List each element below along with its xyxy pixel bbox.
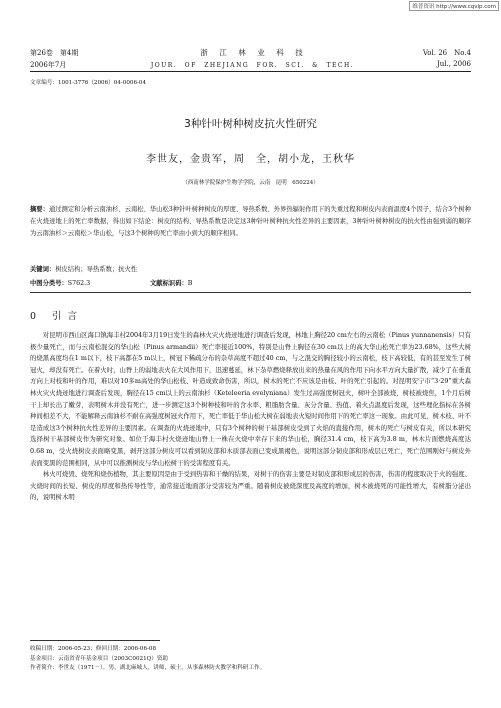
body-paragraph-2: 林火可烧毁、烧死和烧伤植物，其主要原因是由于受到热害和干燥的结果，对树干的伤害主要是对韧皮部和形成层的伤害，伤害的程度取决于火的强度、火烧时间的长短、树皮的厚度和热传导性等，通常接近地面部分受害较为严重。随着树皮被烧深度及高度的增加，树木被烧死的可能性增大，有树脂分泌出的，说明树木明 (30, 470, 471, 502)
keywords (30, 264, 137, 273)
footnote-author: 作者简介：李世友（1971－），男，湖北麻城人，讲师，硕士，从事森林防火教学和科研工作。 (30, 665, 266, 671)
footnote-fund: 基金项目：云南省青年基金项目（2003C0021Q）资助 (30, 655, 169, 662)
clc-value: S762.3 (67, 280, 91, 287)
header-date-en: Jul., 2006 (436, 60, 471, 68)
header-journal-cn: 浙 江 林 业 科 技 (200, 48, 305, 57)
doc-code-label: 文献标识码： (150, 280, 188, 287)
keywords-label: 关键词： (30, 266, 56, 273)
header-rule (30, 71, 471, 72)
paper-title: 3种针叶树种树皮抗火性研究 (184, 118, 317, 130)
document-code (150, 278, 192, 287)
footnote-rule (30, 640, 160, 641)
abstract-label: 摘要： (30, 206, 49, 213)
abstract-rule (30, 292, 471, 293)
article-id: 文章编号：1001-3776（2006）04-0006-04 (30, 80, 147, 86)
section-heading (30, 308, 83, 322)
classification (30, 278, 90, 287)
body-paragraph-1: 对昆明市西山区海口镇海丰村2004年3月19日发生的森林火灾火烧迹地进行调查后发现，林地上胸径20 cm左右的云南松（Pinus yunnanensis）只有极少量死亡，而与云南松混交的华山松（Pinus armandii）死亡率接近100%，特别是山脊上胸径在30 cm以上的高大华山松死亡率为23.68%，这些大树的烧黑高度均在1 m以下，枝下高都在5 m以上，树冠下稀疏分布的杂草高度不超过40 cm，与之混交的胸径较小的云南松，枝下高较低，有的甚至发生了树冠火，却没有死亡。在着火时，山脊上的弱地表火在大风作用下，迅速蔓延，林下杂草燃烧释放出来的热量在风的作用下向水平方向大量扩散，减少了在垂直方向上对枝和叶的作用，难以对10多m高处的华山松枝、叶造成致命伤害，所以，树木的死亡不应该是由枝、叶的死亡引起的。对昆明安宁市“3·29”重大森林火灾火烧迹地进行调查后发现，胸径在15 cm以上的云南油杉（Keteleeria evelyniana）发生过高强度树冠火，树叶全部被烧，树枝被烧焦，1个月后树干上却长出了嫩芽，表明树木并没有死亡，进一步测定这3个树种枝和叶的含水率、粗脂肪含量、灰分含量、热值、着火点温度后发现，这些理化指标在各树种间相差不大，不能解释云南油杉不耐在高强度树冠火作用下，死亡率低于华山松大树在弱地表火短时间作用下的死亡率这一现象。由此可见，树木枝、叶不是造成这3个树种抗火性差异的主要因素。在调查的火烧迹地中，只有3个树种的树干基部树皮受到了火焰的直接作用，树木的死亡与树皮有关，所以本研究选择树干基部树皮作为研究对象。如位于海丰村火烧迹地山脊上一株在火烧中幸存下来的华山松，胸径31.4 cm，枝下高为3.8 m，林木片面燃烧高度达0.68 m，受火烧树皮表面略变黑，剥开这部分树皮可以看到韧皮部和木质部表面已变成黑褐色，说明这部分韧皮部和形成层已死亡，死亡范围刚好与树皮外表面变黑的范围相同，从中可以推测树皮与华山松树干的受害程度有关。 (30, 331, 471, 467)
author-list: 李世友，金贵军，周 全，胡小龙，王秋华 (146, 154, 355, 165)
section-number: 0 (30, 311, 43, 322)
footnote-received: 收稿日期：2006-05-23；修回日期：2006-06-08 (30, 646, 157, 652)
keywords-text: 树皮结构；导热系数；抗火性 (55, 266, 138, 273)
header-date-cn: 2006年7月 (30, 61, 67, 69)
abstract-text: 通过测定和分析云南油杉、云南松、华山松3种针叶树种树皮的厚度、导热系数、外界热辐射作用下的失重过程和树皮内表面温度4个因子，结合3个树种在火烧迹地上的死亡率数据，得出如下结论：树皮的结构、导热系数是决定这3种针叶树种抗火性差异的主要因素，3种针叶树种树皮的抗火性由强到弱的顺序为云南油杉＞云南松＞华山松，与这3个树种的死亡率由小到大的顺序相同。 (30, 206, 472, 237)
body-text (30, 330, 471, 504)
header-volume-en: Vol. 26 No.4 (422, 49, 471, 57)
section-title: 引言 (52, 311, 84, 322)
header-journal-en: JOUR. OF ZHEJIANG FOR. SCI. & TECH. (150, 62, 355, 69)
header-volume-cn: 第26卷 第4期 (30, 49, 79, 57)
doc-code-value: B (187, 280, 193, 287)
watermark-stamp: 维普资讯 http://www.cqvip.com (409, 1, 499, 11)
clc-label: 中图分类号： (30, 280, 68, 287)
abstract (30, 204, 471, 240)
affiliation: （西南林学院保护生物学学院，云南 昆明 650224） (182, 180, 319, 186)
footnotes (30, 645, 265, 674)
